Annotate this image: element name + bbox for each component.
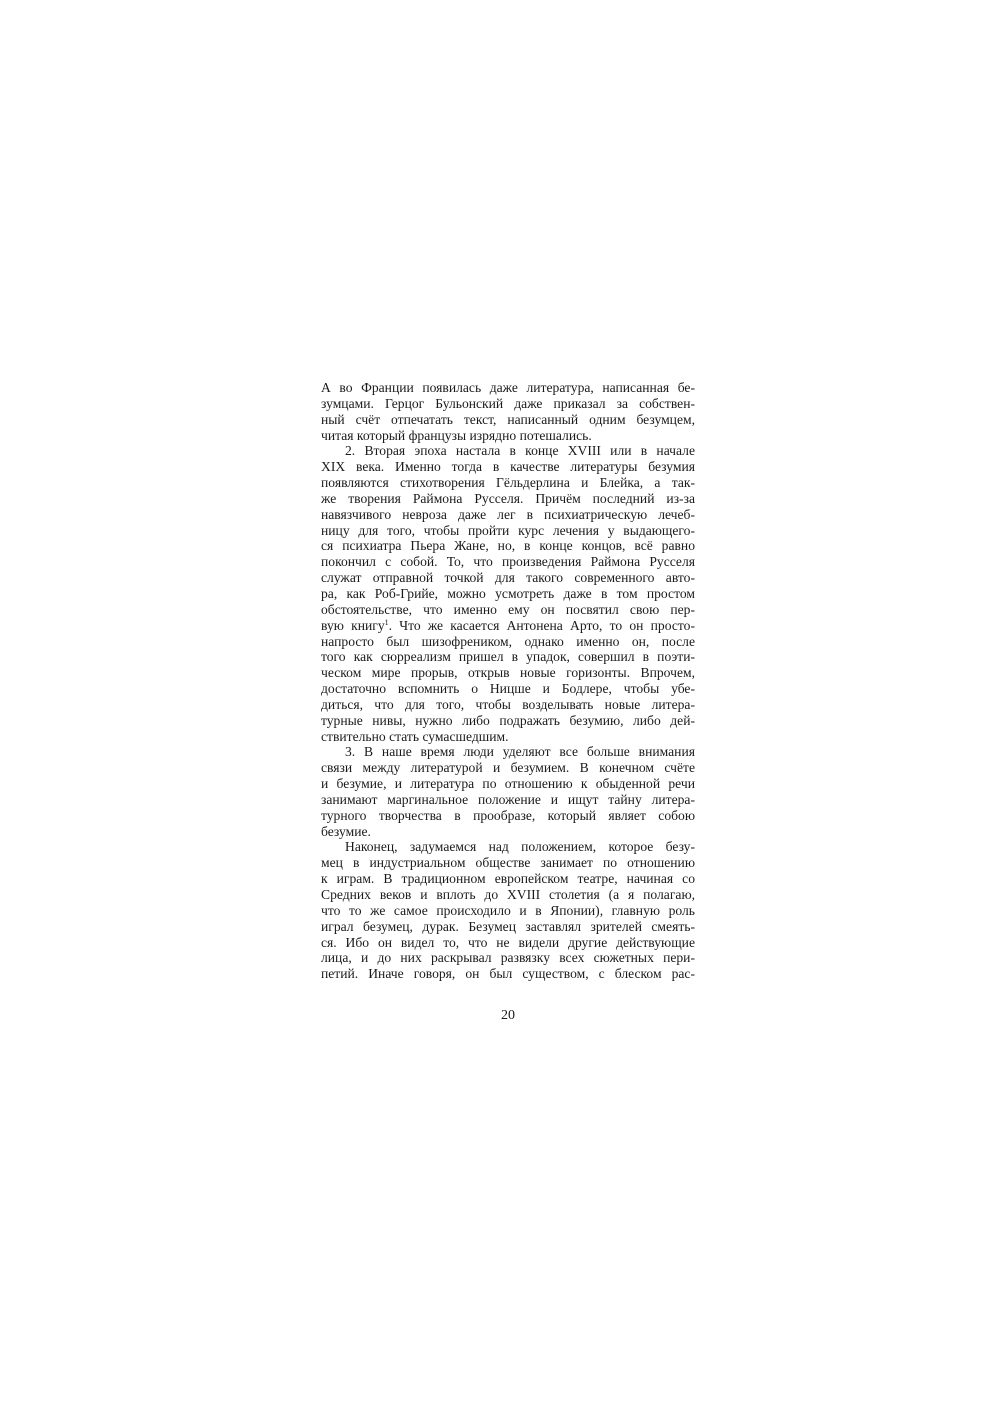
- text-line: достаточно вспомнить о Ницше и Бодлере, чтобы убе-: [321, 681, 695, 697]
- text-line: Средних веков и вплоть до XVIII столетия (а я полагаю,: [321, 887, 695, 902]
- text-line: занимают маргинальное положение и ищут тайну литера-: [321, 791, 695, 807]
- text-line: ческом мире прорыв, открыв новые горизонты. Впрочем,: [321, 665, 695, 681]
- text-line: диться, что для того, чтобы возделывать новые литера-: [321, 696, 695, 712]
- line-end-text: . Что же касается Антонена Арто, то он просто-: [388, 617, 695, 633]
- text-line: служат отправной точкой для такого современного авто-: [321, 570, 695, 586]
- paragraph-3: [321, 744, 695, 839]
- text-line: ницу для того, чтобы пройти курс лечения у выдающего-: [321, 522, 695, 538]
- line-start-text: вую книгу: [321, 617, 385, 633]
- text-line: покончил с собой. То, что произведения Раймона Русселя: [321, 554, 695, 570]
- body-text: [321, 380, 695, 982]
- text-line: напросто был шизофреником, однако именно он, после: [321, 633, 695, 649]
- text-line-with-footnote: [321, 618, 695, 634]
- text-line: читая который французы изрядно потешались.: [321, 427, 592, 443]
- text-line: навязчивого невроза даже лег в психиатрическую лечеб-: [321, 506, 695, 522]
- text-line: ный счёт отпечатать текст, написанный одним безумцем,: [321, 411, 695, 427]
- text-line: петий. Иначе говоря, он был существом, с блеском рас-: [321, 966, 695, 982]
- text-line: ра, как Роб-Грийе, можно усмотреть даже в том простом: [321, 585, 695, 601]
- paragraph-2: [321, 443, 695, 744]
- text-line: что то же самое происходило и в Японии), главную роль: [321, 902, 695, 918]
- text-line: связи между литературой и безумием. В конечном счёте: [321, 760, 695, 776]
- text-line: 2. Вторая эпоха настала в конце XVIII или в начале: [345, 443, 695, 459]
- text-line: 3. В наше время люди уделяют все больше внимания: [345, 744, 695, 760]
- text-line: Наконец, задумаемся над положением, которое безу-: [345, 839, 695, 855]
- text-line: того как сюрреализм пришел в упадок, совершил в поэти-: [321, 649, 695, 665]
- text-line: ся психиатра Пьера Жане, но, в конце концов, всё равно: [321, 538, 695, 554]
- text-line: и безумие, и литература по отношению к обыденной речи: [321, 776, 695, 792]
- footnote-marker: 1: [384, 617, 389, 627]
- text-line: мец в индустриальном обществе занимает по отношению: [321, 855, 695, 871]
- text-line: обстоятельстве, что именно ему он посвятил свою пер-: [321, 601, 695, 617]
- text-line: А во Франции появилась даже литература, написанная бе-: [321, 380, 695, 395]
- text-line: лица, и до них раскрывал развязку всех сюжетных пери-: [321, 950, 695, 966]
- text-line: появляются стихотворения Гёльдерлина и Блейка, а так-: [321, 475, 695, 491]
- text-line: к играм. В традиционном европейском театре, начиная со: [321, 871, 695, 887]
- text-line: ся. Ибо он видел то, что не видели другие действующие: [321, 934, 695, 950]
- text-line: играл безумец, дурак. Безумец заставлял зрителей смеять-: [321, 918, 695, 934]
- text-line: турного творчества в прообразе, который являет собою: [321, 807, 695, 823]
- paragraph-1: [321, 380, 695, 443]
- text-line: безумие.: [321, 823, 371, 839]
- page-number: 20: [501, 1008, 515, 1023]
- text-line: XIX века. Именно тогда в качестве литературы безумия: [321, 459, 695, 475]
- text-line: ствительно стать сумасшедшим.: [321, 728, 509, 744]
- text-line: зумцами. Герцог Бульонский даже приказал за собствен-: [321, 395, 695, 411]
- paragraph-4: [321, 839, 695, 982]
- text-line: же творения Раймона Русселя. Причём последний из-за: [321, 490, 695, 506]
- text-line: турные нивы, нужно либо подражать безумию, либо дей-: [321, 712, 695, 728]
